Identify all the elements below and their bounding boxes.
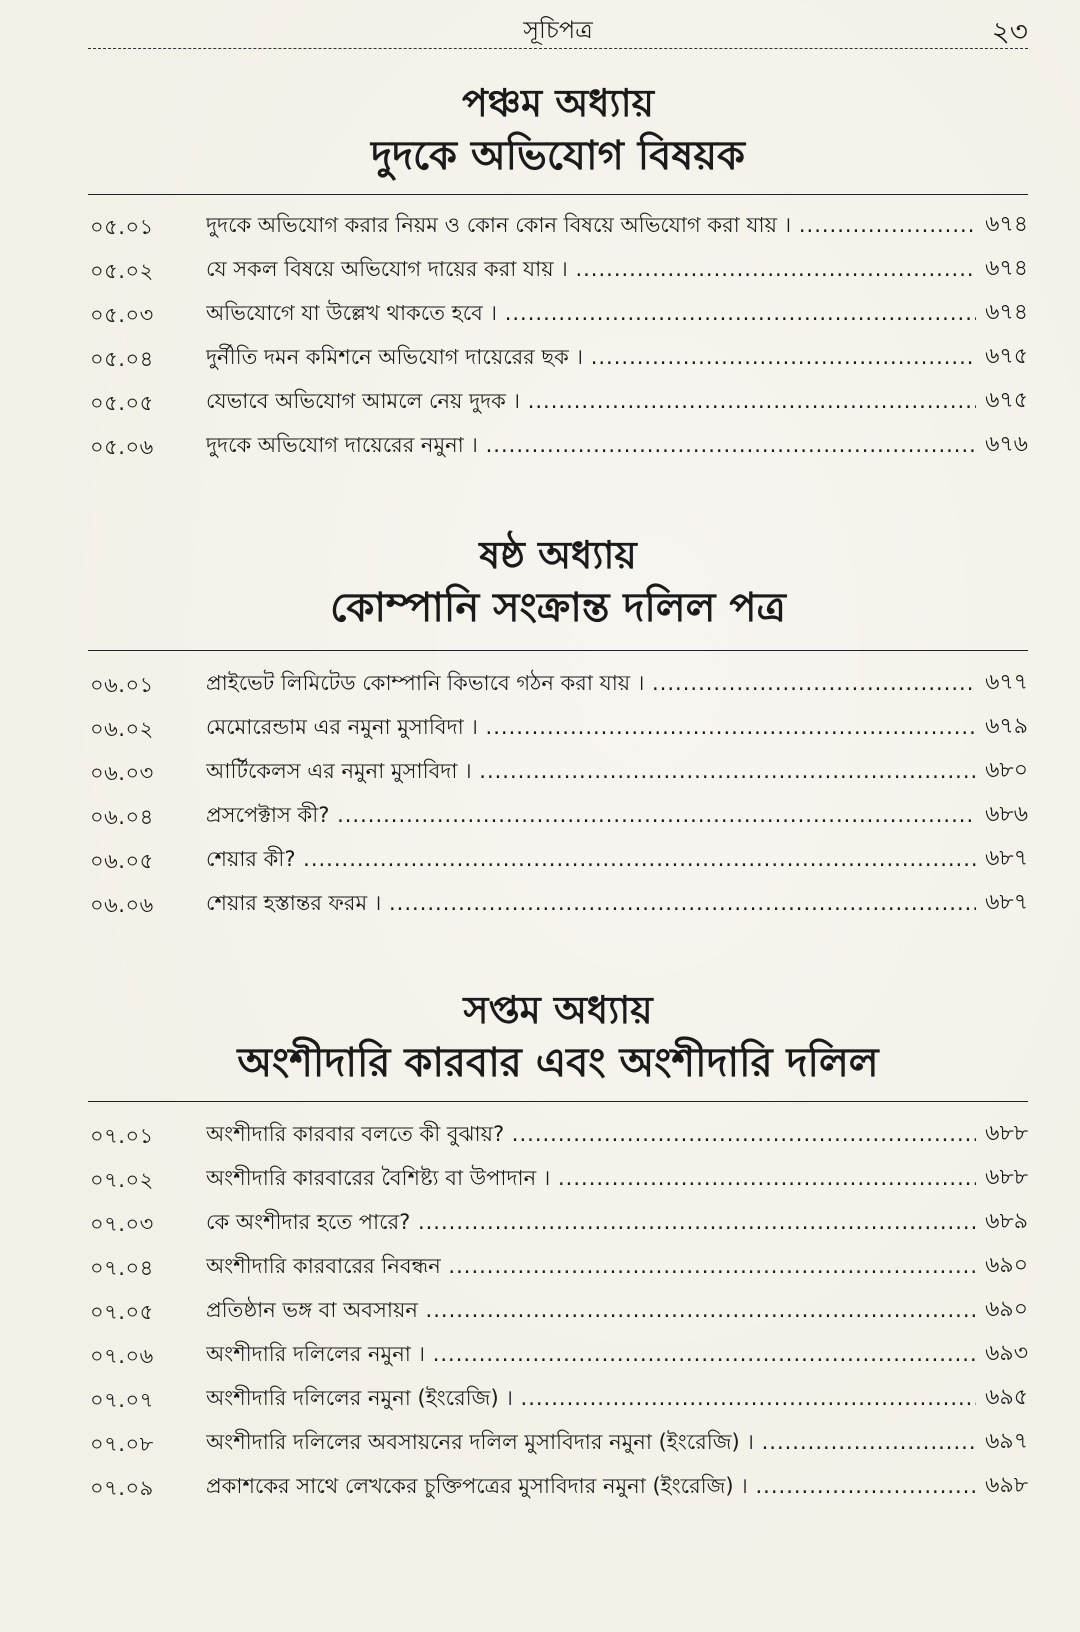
entry-number: ০৭.০৭ [90,1388,154,1412]
entry-number: ০৫.০৬ [90,435,154,459]
entry-number: ০৭.০৮ [90,1432,154,1456]
entry-page: ৬৭৫ [985,344,1028,369]
toc-entry[interactable] [88,703,1028,747]
entry-title: দুর্নীতি দমন কমিশনে অভিযোগ দায়েরের ছক । ..... [206,341,976,376]
chapter-title: কোম্পানি সংক্রান্ত দলিল পত্র [330,585,786,631]
toc-entry[interactable] [88,1374,1028,1418]
entry-list [88,201,1028,465]
entry-title: দুদকে অভিযোগ করার নিয়ম ও কোন কোন বিষয়ে অভিযোগ করা যায় । ..... [206,209,976,244]
toc-entry[interactable] [88,791,1028,835]
entry-page: ৬৮০ [985,758,1028,783]
toc-entry[interactable] [88,1286,1028,1330]
entry-title: অংশীদারি কারবারের নিবন্ধন ..... [206,1250,976,1285]
toc-entry[interactable] [88,1462,1028,1506]
entry-number: ০৭.০৪ [90,1256,154,1280]
entry-page: ৬৭৬ [985,432,1028,457]
toc-entry[interactable] [88,659,1028,703]
entry-number: ০৬.০৩ [90,761,154,785]
entry-title: শেয়ার হস্তান্তর ফরম । ..... [206,887,976,922]
toc-entry[interactable] [88,1110,1028,1154]
entry-page: ৬৮৭ [985,890,1028,915]
page-number: ২৩ [991,15,1028,48]
entry-title: যেভাবে অভিযোগ আমলে নেয় দুদক । ..... [206,385,976,420]
entry-number: ০৫.০৪ [90,347,154,371]
toc-entry[interactable] [88,1198,1028,1242]
entry-number: ০৫.০৫ [90,391,154,415]
entry-page: ৬৯৭ [985,1429,1028,1454]
entry-title: যে সকল বিষয়ে অভিযোগ দায়ের করা যায় । ..... [206,253,976,288]
entry-title: প্রতিষ্ঠান ভঙ্গ বা অবসায়ন ..... [206,1294,976,1329]
chapter-title: অংশীদারি কারবার এবং অংশীদারি দলিল [237,1040,879,1086]
entry-number: ০৬.০৬ [90,893,154,917]
entry-number: ০৭.০৫ [90,1300,154,1324]
entry-number: ০৬.০৪ [90,805,154,829]
entry-number: ০৬.০৫ [90,849,154,873]
chapter-6 [88,530,1028,923]
toc-entry[interactable] [88,289,1028,333]
entry-page: ৬৯০ [985,1253,1028,1278]
entry-number: ০৬.০২ [90,717,154,741]
chapter-5 [88,78,1028,465]
entry-page: ৬৭৪ [985,212,1028,237]
toc-entry[interactable] [88,201,1028,245]
entry-title: অংশীদারি কারবারের বৈশিষ্ট্য বা উপাদান । ..... [206,1162,976,1197]
entry-list [88,1110,1028,1506]
entry-number: ০৭.০৩ [90,1212,154,1236]
toc-entry[interactable] [88,879,1028,923]
chapter-heading [88,530,1028,636]
entry-title: প্রকাশকের সাথে লেখকের চুক্তিপত্রের মুসাবিদার নমুনা (ইংরেজি) । ..... [206,1470,976,1505]
entry-page: ৬৯৮ [985,1473,1028,1498]
chapter-heading [88,78,1028,184]
entry-page: ৬৮৬ [985,802,1028,827]
toc-entry[interactable] [88,421,1028,465]
entry-page: ৬৮৯ [985,1209,1028,1234]
entry-title: কে অংশীদার হতে পারে? ..... [206,1206,976,1241]
entry-number: ০৭.০৬ [90,1344,154,1368]
entry-page: ৬৭৯ [985,714,1028,739]
entry-title: অংশীদারি দলিলের নমুনা (ইংরেজি) । ..... [206,1382,976,1417]
chapter-number: সপ্তম অধ্যায় [463,988,653,1032]
chapter-heading [88,985,1028,1091]
toc-entry[interactable] [88,333,1028,377]
entry-number: ০৫.০২ [90,259,154,283]
entry-number: ০৬.০১ [90,673,154,697]
entry-page: ৬৭৭ [985,670,1028,695]
toc-entry[interactable] [88,1418,1028,1462]
entry-page: ৬৯০ [985,1297,1028,1322]
chapter-rule [88,194,1028,195]
entry-page: ৬৭৪ [985,300,1028,325]
running-title: সূচিপত্র [523,16,593,44]
entry-title: অভিযোগে যা উল্লেখ থাকতে হবে । ..... [206,297,976,332]
chapter-7 [88,985,1028,1506]
entry-title: শেয়ার কী? ..... [206,843,976,878]
entry-title: অংশীদারি কারবার বলতে কী বুঝায়? ..... [206,1118,976,1153]
entry-page: ৬৮৭ [985,846,1028,871]
entry-title: প্রসপেক্টাস কী? ..... [206,799,976,834]
chapter-rule [88,650,1028,651]
entry-page: ৬৮৮ [985,1121,1028,1146]
toc-entry[interactable] [88,747,1028,791]
entry-title: প্রাইভেট লিমিটেড কোম্পানি কিভাবে গঠন করা যায় । ..... [206,667,976,702]
entry-number: ০৫.০১ [90,215,154,239]
toc-entry[interactable] [88,1330,1028,1374]
chapter-number: ষষ্ঠ অধ্যায় [479,533,637,577]
entry-number: ০৭.০২ [90,1168,154,1192]
entry-page: ৬৭৫ [985,388,1028,413]
toc-entry[interactable] [88,1154,1028,1198]
entry-title: মেমোরেন্ডাম এর নমুনা মুসাবিদা । ..... [206,711,976,746]
chapter-title: দুদকে অভিযোগ বিষয়ক [370,133,746,179]
entry-title: অংশীদারি দলিলের নমুনা । ..... [206,1338,976,1373]
toc-entry[interactable] [88,245,1028,289]
entry-title: অংশীদারি দলিলের অবসায়নের দলিল মুসাবিদার নমুনা (ইংরেজি) । ..... [206,1426,976,1461]
entry-title: দুদকে অভিযোগ দায়েরের নমুনা । ..... [206,429,976,464]
entry-number: ০৫.০৩ [90,303,154,327]
entry-page: ৬৮৮ [985,1165,1028,1190]
toc-entry[interactable] [88,835,1028,879]
chapter-rule [88,1101,1028,1102]
chapter-number: পঞ্চম অধ্যায় [462,81,654,125]
running-header [88,8,1028,49]
entry-page: ৬৯৫ [985,1385,1028,1410]
toc-entry[interactable] [88,1242,1028,1286]
toc-entry[interactable] [88,377,1028,421]
entry-number: ০৭.০৯ [90,1476,154,1500]
entry-list [88,659,1028,923]
entry-page: ৬৯৩ [985,1341,1028,1366]
entry-number: ০৭.০১ [90,1124,154,1148]
entry-title: আর্টিকেলস এর নমুনা মুসাবিদা । ..... [206,755,976,790]
entry-page: ৬৭৪ [985,256,1028,281]
